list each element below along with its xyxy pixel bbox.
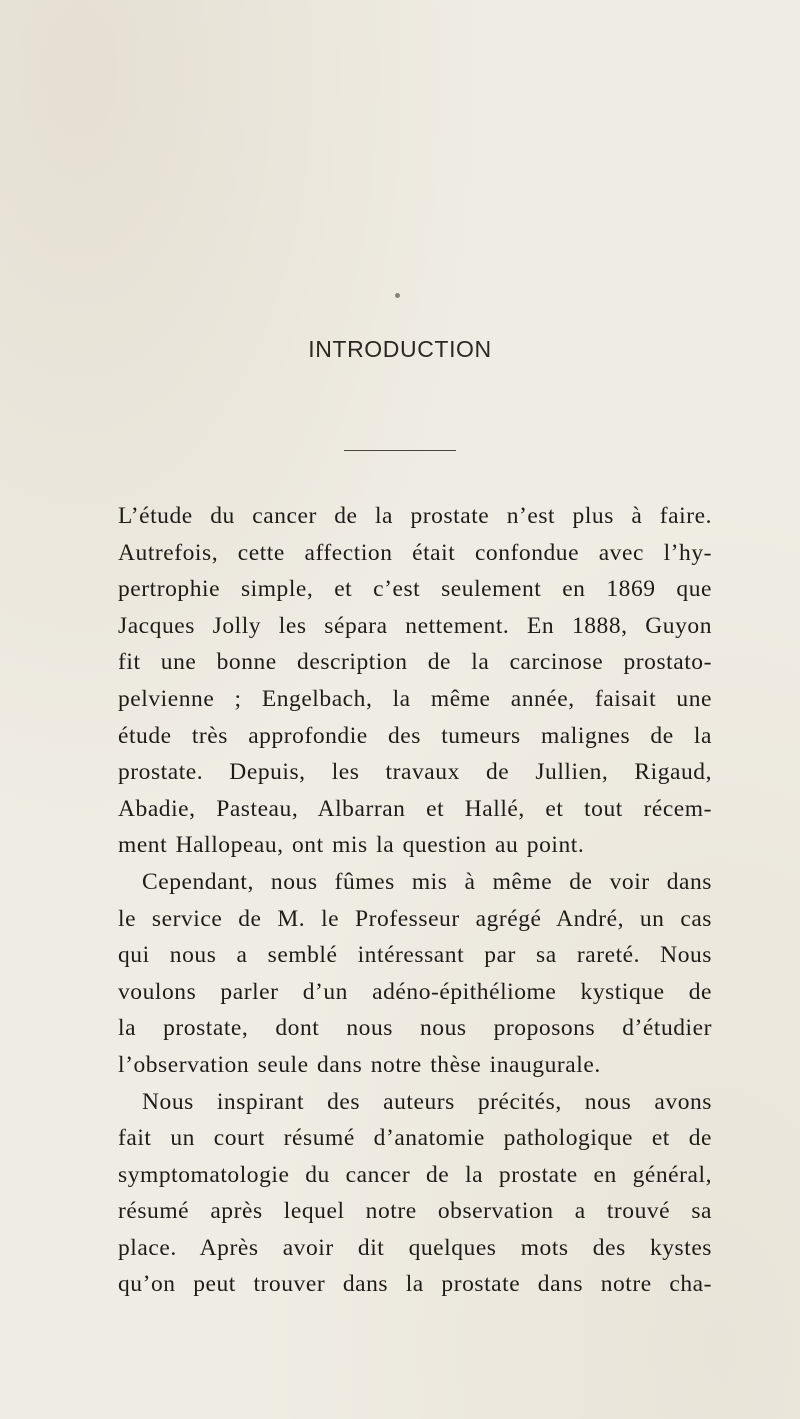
text-line: l’observation seule dans notre thèse inaugurale. <box>118 1051 601 1078</box>
text-line: Cependant, nous fûmes mis à même de voir dans <box>142 868 712 895</box>
text-line: fit une bonne description de la carcinose prostato- <box>118 649 712 676</box>
text-line: Nous inspirant des auteurs précités, nous avons <box>142 1088 712 1115</box>
text-line: Jacques Jolly les sépara nettement. En 1888, Guyon <box>118 612 712 639</box>
title-divider <box>344 450 456 451</box>
text-line: Autrefois, cette affection était confondue avec l’hy- <box>118 539 712 566</box>
text-line: prostate. Depuis, les travaux de Jullien, Rigaud, <box>118 759 712 786</box>
text-line: fait un court résumé d’anatomie pathologique et de <box>118 1125 712 1152</box>
text-line: qu’on peut trouver dans la prostate dans notre cha- <box>118 1271 712 1298</box>
text-line: L’étude du cancer de la prostate n’est plus à faire. <box>118 503 712 529</box>
text-line: symptomatologie du cancer de la prostate en général, <box>118 1161 712 1188</box>
page-title: INTRODUCTION <box>308 336 492 362</box>
text-line: ment Hallopeau, ont mis la question au point. <box>118 832 585 859</box>
text-line: place. Après avoir dit quelques mots des kystes <box>118 1234 712 1261</box>
text-line: pertrophie simple, et c’est seulement en 1869 que <box>118 576 712 603</box>
text-line: résumé après lequel notre observation a trouvé sa <box>118 1198 712 1225</box>
text-line: pelvienne ; Engelbach, la même année, faisait une <box>118 685 712 712</box>
text-line: voulons parler d’un adéno-épithéliome kystique de <box>118 978 712 1005</box>
ink-speck <box>395 293 400 298</box>
text-line: étude très approfondie des tumeurs malignes de la <box>118 722 712 749</box>
text-line: Abadie, Pasteau, Albarran et Hallé, et tout récem- <box>118 795 712 822</box>
text-line: la prostate, dont nous nous proposons d’étudier <box>118 1015 712 1042</box>
text-line: qui nous a semblé intéressant par sa rareté. Nous <box>118 942 712 969</box>
body-paragraphs <box>118 498 712 1303</box>
text-line: le service de M. le Professeur agrégé André, un cas <box>118 905 712 932</box>
